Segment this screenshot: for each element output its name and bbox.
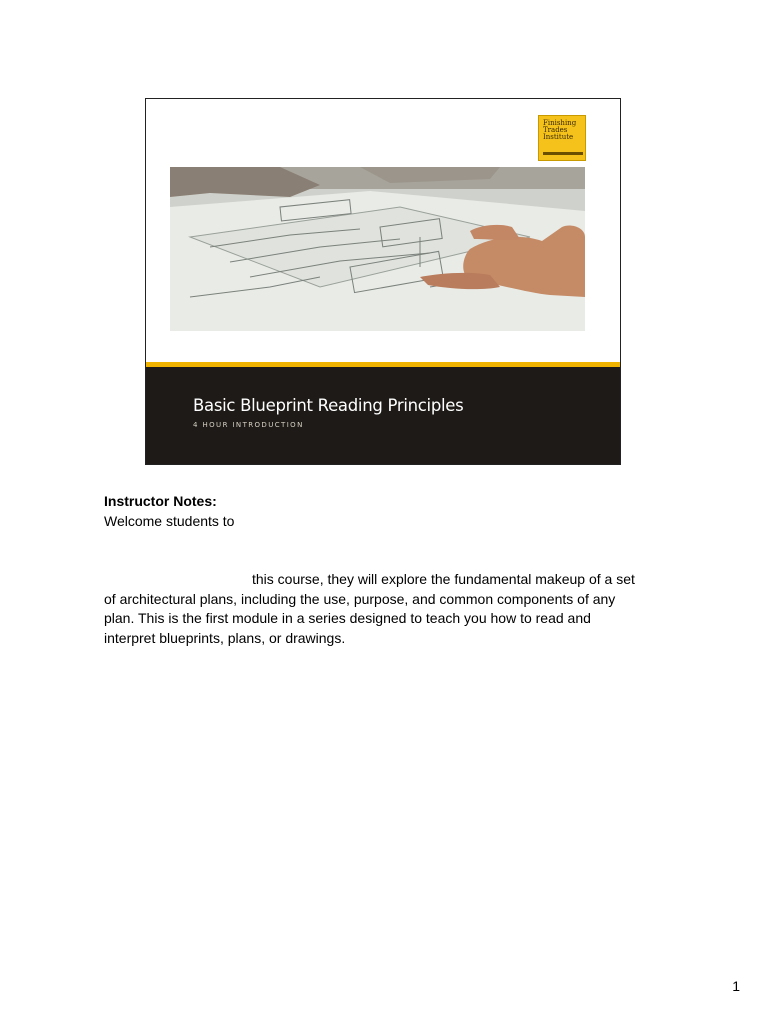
notes-blank-gap: [104, 531, 684, 570]
instructor-notes: [104, 492, 684, 648]
notes-line: plan. This is the first module in a series designed to teach you how to read and: [104, 610, 591, 626]
title-band: [146, 367, 621, 465]
notes-heading: Instructor Notes:: [104, 493, 217, 509]
finishing-trades-institute-logo: [538, 115, 586, 161]
logo-underline: [543, 152, 583, 155]
notes-line: this course, they will explore the fundamental makeup of a set: [252, 571, 635, 587]
blueprint-photo-illustration: [170, 167, 585, 331]
page-number: 1: [732, 978, 740, 994]
notes-line: interpret blueprints, plans, or drawings.: [104, 629, 346, 646]
notes-line: of architectural plans, including the use, purpose, and common components of any: [104, 590, 616, 607]
slide-thumbnail: [145, 98, 621, 465]
blueprint-table-photo: [170, 167, 585, 331]
notes-line: Welcome students to: [104, 512, 235, 529]
logo-text: Finishing Trades Institute: [543, 119, 577, 141]
slide-title: Basic Blueprint Reading Principles: [193, 396, 464, 415]
slide-subtitle: 4 HOUR INTRODUCTION: [193, 421, 304, 429]
